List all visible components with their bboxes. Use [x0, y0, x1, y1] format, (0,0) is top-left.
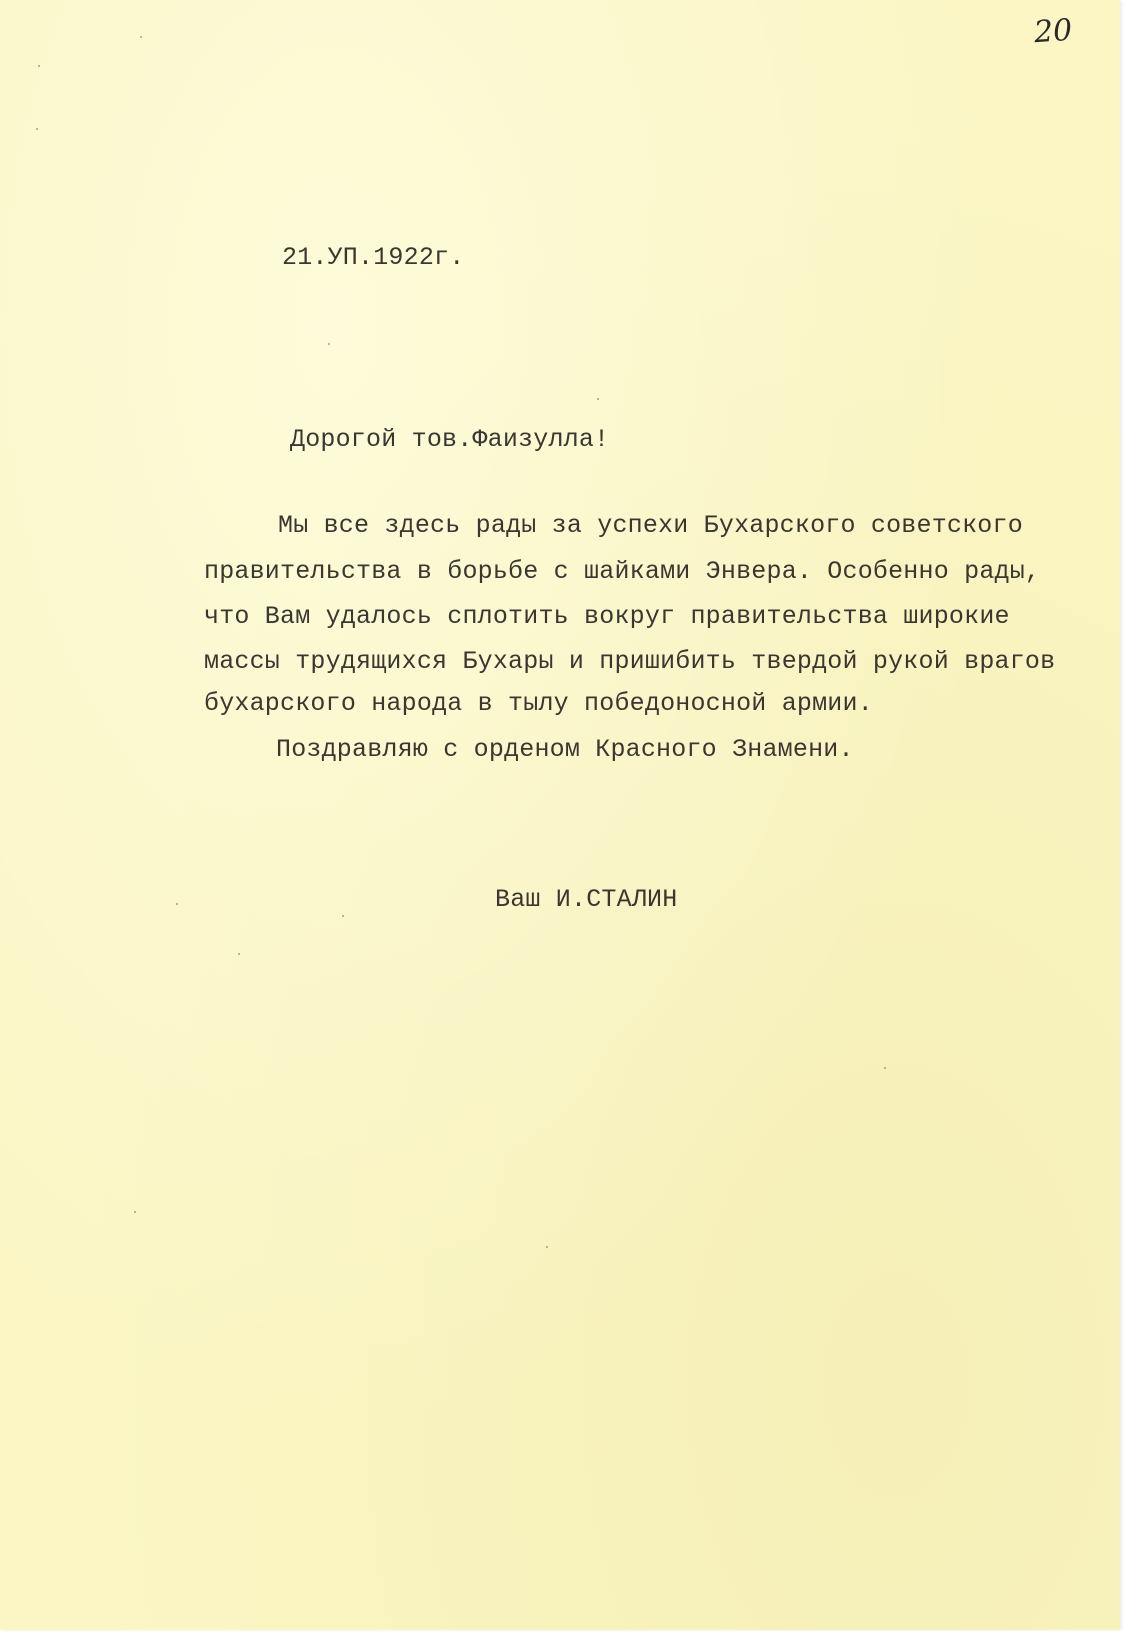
letter-signature: Ваш И.СТАЛИН	[495, 885, 678, 914]
paper-speck	[546, 1246, 548, 1248]
letter-salutation: Дорогой тов.Фаизулла!	[290, 425, 610, 454]
letter-date: 21.УП.1922г.	[282, 243, 465, 272]
body-line: что Вам удалось сплотить вокруг правительства широкие	[204, 602, 1010, 631]
page-number: 20	[1032, 12, 1074, 51]
paper-speck	[328, 343, 330, 345]
paper-speck	[342, 915, 344, 917]
paper-speck	[140, 36, 142, 38]
paper-speck	[238, 953, 240, 955]
paper-speck	[134, 1211, 136, 1213]
letter-congratulation: Поздравляю с орденом Красного Знамени.	[276, 735, 854, 764]
body-line: бухарского народа в тылу победоносной армии.	[204, 689, 873, 718]
paper-speck	[597, 398, 599, 400]
body-line: массы трудящихся Бухары и пришибить твердой рукой врагов	[204, 647, 1056, 676]
paper-speck	[38, 65, 40, 67]
body-line: Мы все здесь рады за успехи Бухарского советского	[278, 511, 1023, 540]
paper-speck	[884, 1067, 886, 1069]
paper-speck	[36, 128, 38, 130]
paper-speck	[176, 903, 178, 905]
body-line: правительства в борьбе с шайками Энвера. Особенно рады,	[204, 557, 1041, 586]
